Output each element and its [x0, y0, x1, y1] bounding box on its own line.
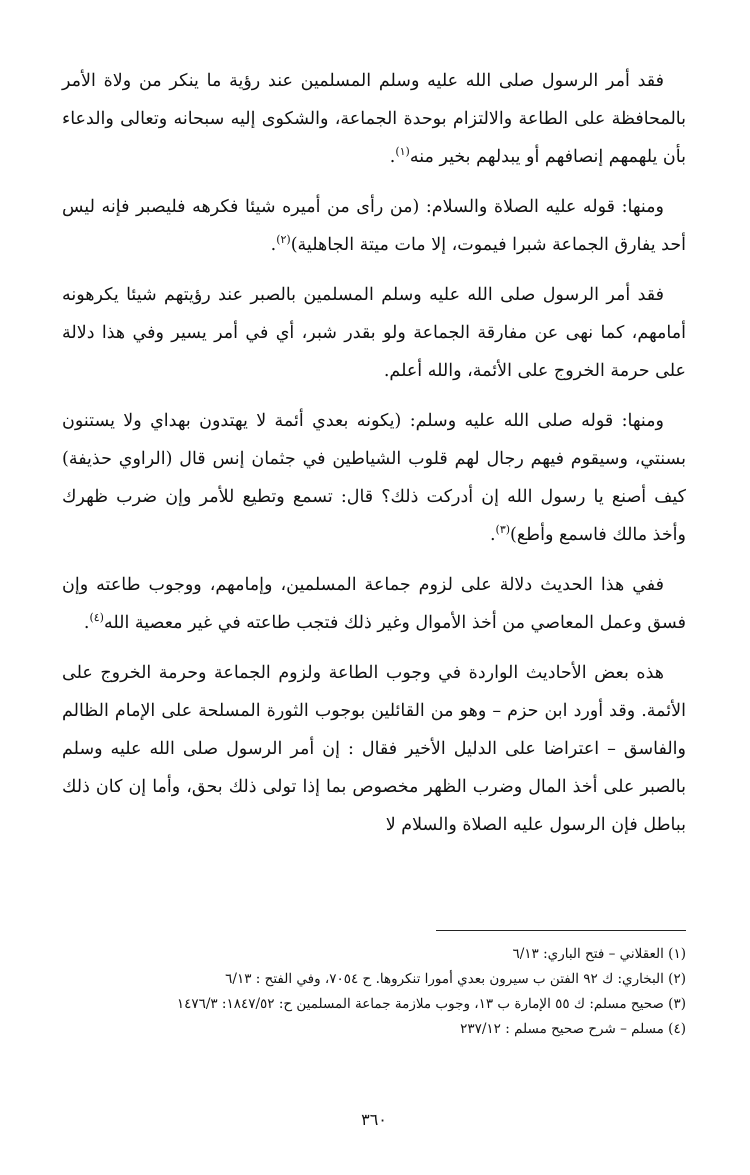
- footnote-ref-4: (٤): [89, 611, 104, 625]
- paragraph-3: فقد أمر الرسول صلى الله عليه وسلم المسلمين بالصبر عند رؤيتهم شيئا يكرهونه أمامهم، كما نهى عن مفارقة الجماعة ولو بقدر شبر، أي في أمر يسير وفي هذا دلالة على حرمة الخروج على الأئمة، والله أعلم.: [62, 285, 686, 381]
- paragraph-2: ومنها: قوله عليه الصلاة والسلام: (من رأى من أميره شيئا فكرهه فليصبر فإنه ليس أحد يفارق الجماعة شبرا فيموت، إلا مات ميتة الجاهلية)$^{(٢)}$.: [62, 197, 686, 255]
- paragraph-1: فقد أمر الرسول صلى الله عليه وسلم المسلمين عند رؤية ما ينكر من ولاة الأمر بالمحافظة على الطاعة والالتزام بوحدة الجماعة، والشكوى إليه سبحانه وتعالى والدعاء بأن يلهمهم إنصافهم أو يبدلهم بخير منه$^{(١)}$.: [62, 71, 686, 167]
- footnote-1: (١) العقلاني – فتح الباري: ٦/١٣: [512, 946, 686, 962]
- footnote-ref-3: (٣): [495, 523, 511, 537]
- footnote-divider: [436, 930, 686, 931]
- document-page: [62, 62, 686, 1152]
- paragraph-4: ومنها: قوله صلى الله عليه وسلم: (يكونه بعدي أئمة لا يهتدون بهداي ولا يستنون بسنتي، وسيقوم فيهم رجال لهم قلوب الشياطين في جثمان إنس قال (الراوي حذيفة) كيف أصنع يا رسول الله إن أدركت ذلك؟ قال: تسمع وتطيع للأمر وإن ضرب ظهرك وأخذ مالك فاسمع وأطع)$^{(٣)}$.: [62, 411, 686, 545]
- footnote-ref-2: (٢): [276, 233, 291, 247]
- footnote-4: (٤) مسلم – شرح صحيح مسلم : ٢٣٧/١٢: [460, 1021, 686, 1037]
- footnote-3: (٣) صحيح مسلم: ك ٥٥ الإمارة ب ١٣، وجوب ملازمة جماعة المسلمين ح: ١٨٤٧/٥٢: ١٤٧٦/٣: [176, 996, 686, 1012]
- page-number: ٣٦٠: [361, 1110, 387, 1129]
- main-text: [62, 62, 686, 844]
- footnote-2: (٢) البخاري: ك ٩٢ الفتن ب سيرون بعدي أمورا تنكروها. ح ٧٠٥٤، وفي الفتح : ٦/١٣: [225, 971, 686, 987]
- footnote-ref-1: (١): [395, 145, 410, 159]
- paragraph-6: هذه بعض الأحاديث الواردة في وجوب الطاعة ولزوم الجماعة وحرمة الخروج على الأئمة. وقد أورد ابن حزم – وهو من القائلين بوجوب الثورة المسلحة على الإمام الظالم والفاسق – اعتراضا على الدليل الأخير فقال : إن أمر الرسول صلى الله عليه وسلم بالصبر على أخذ المال وضرب الظهر مخصوص بما إذا تولى ذلك بحق، وأما إن كان ذلك بباطل فإن الرسول عليه الصلاة والسلام لا: [62, 663, 686, 835]
- paragraph-5: ففي هذا الحديث دلالة على لزوم جماعة المسلمين، وإمامهم، ووجوب طاعته وإن فسق وعمل المعاصي من أخذ الأموال وغير ذلك فتجب طاعته في غير معصية الله$^{(٤)}$.: [62, 575, 686, 633]
- footnotes: [62, 942, 686, 1042]
